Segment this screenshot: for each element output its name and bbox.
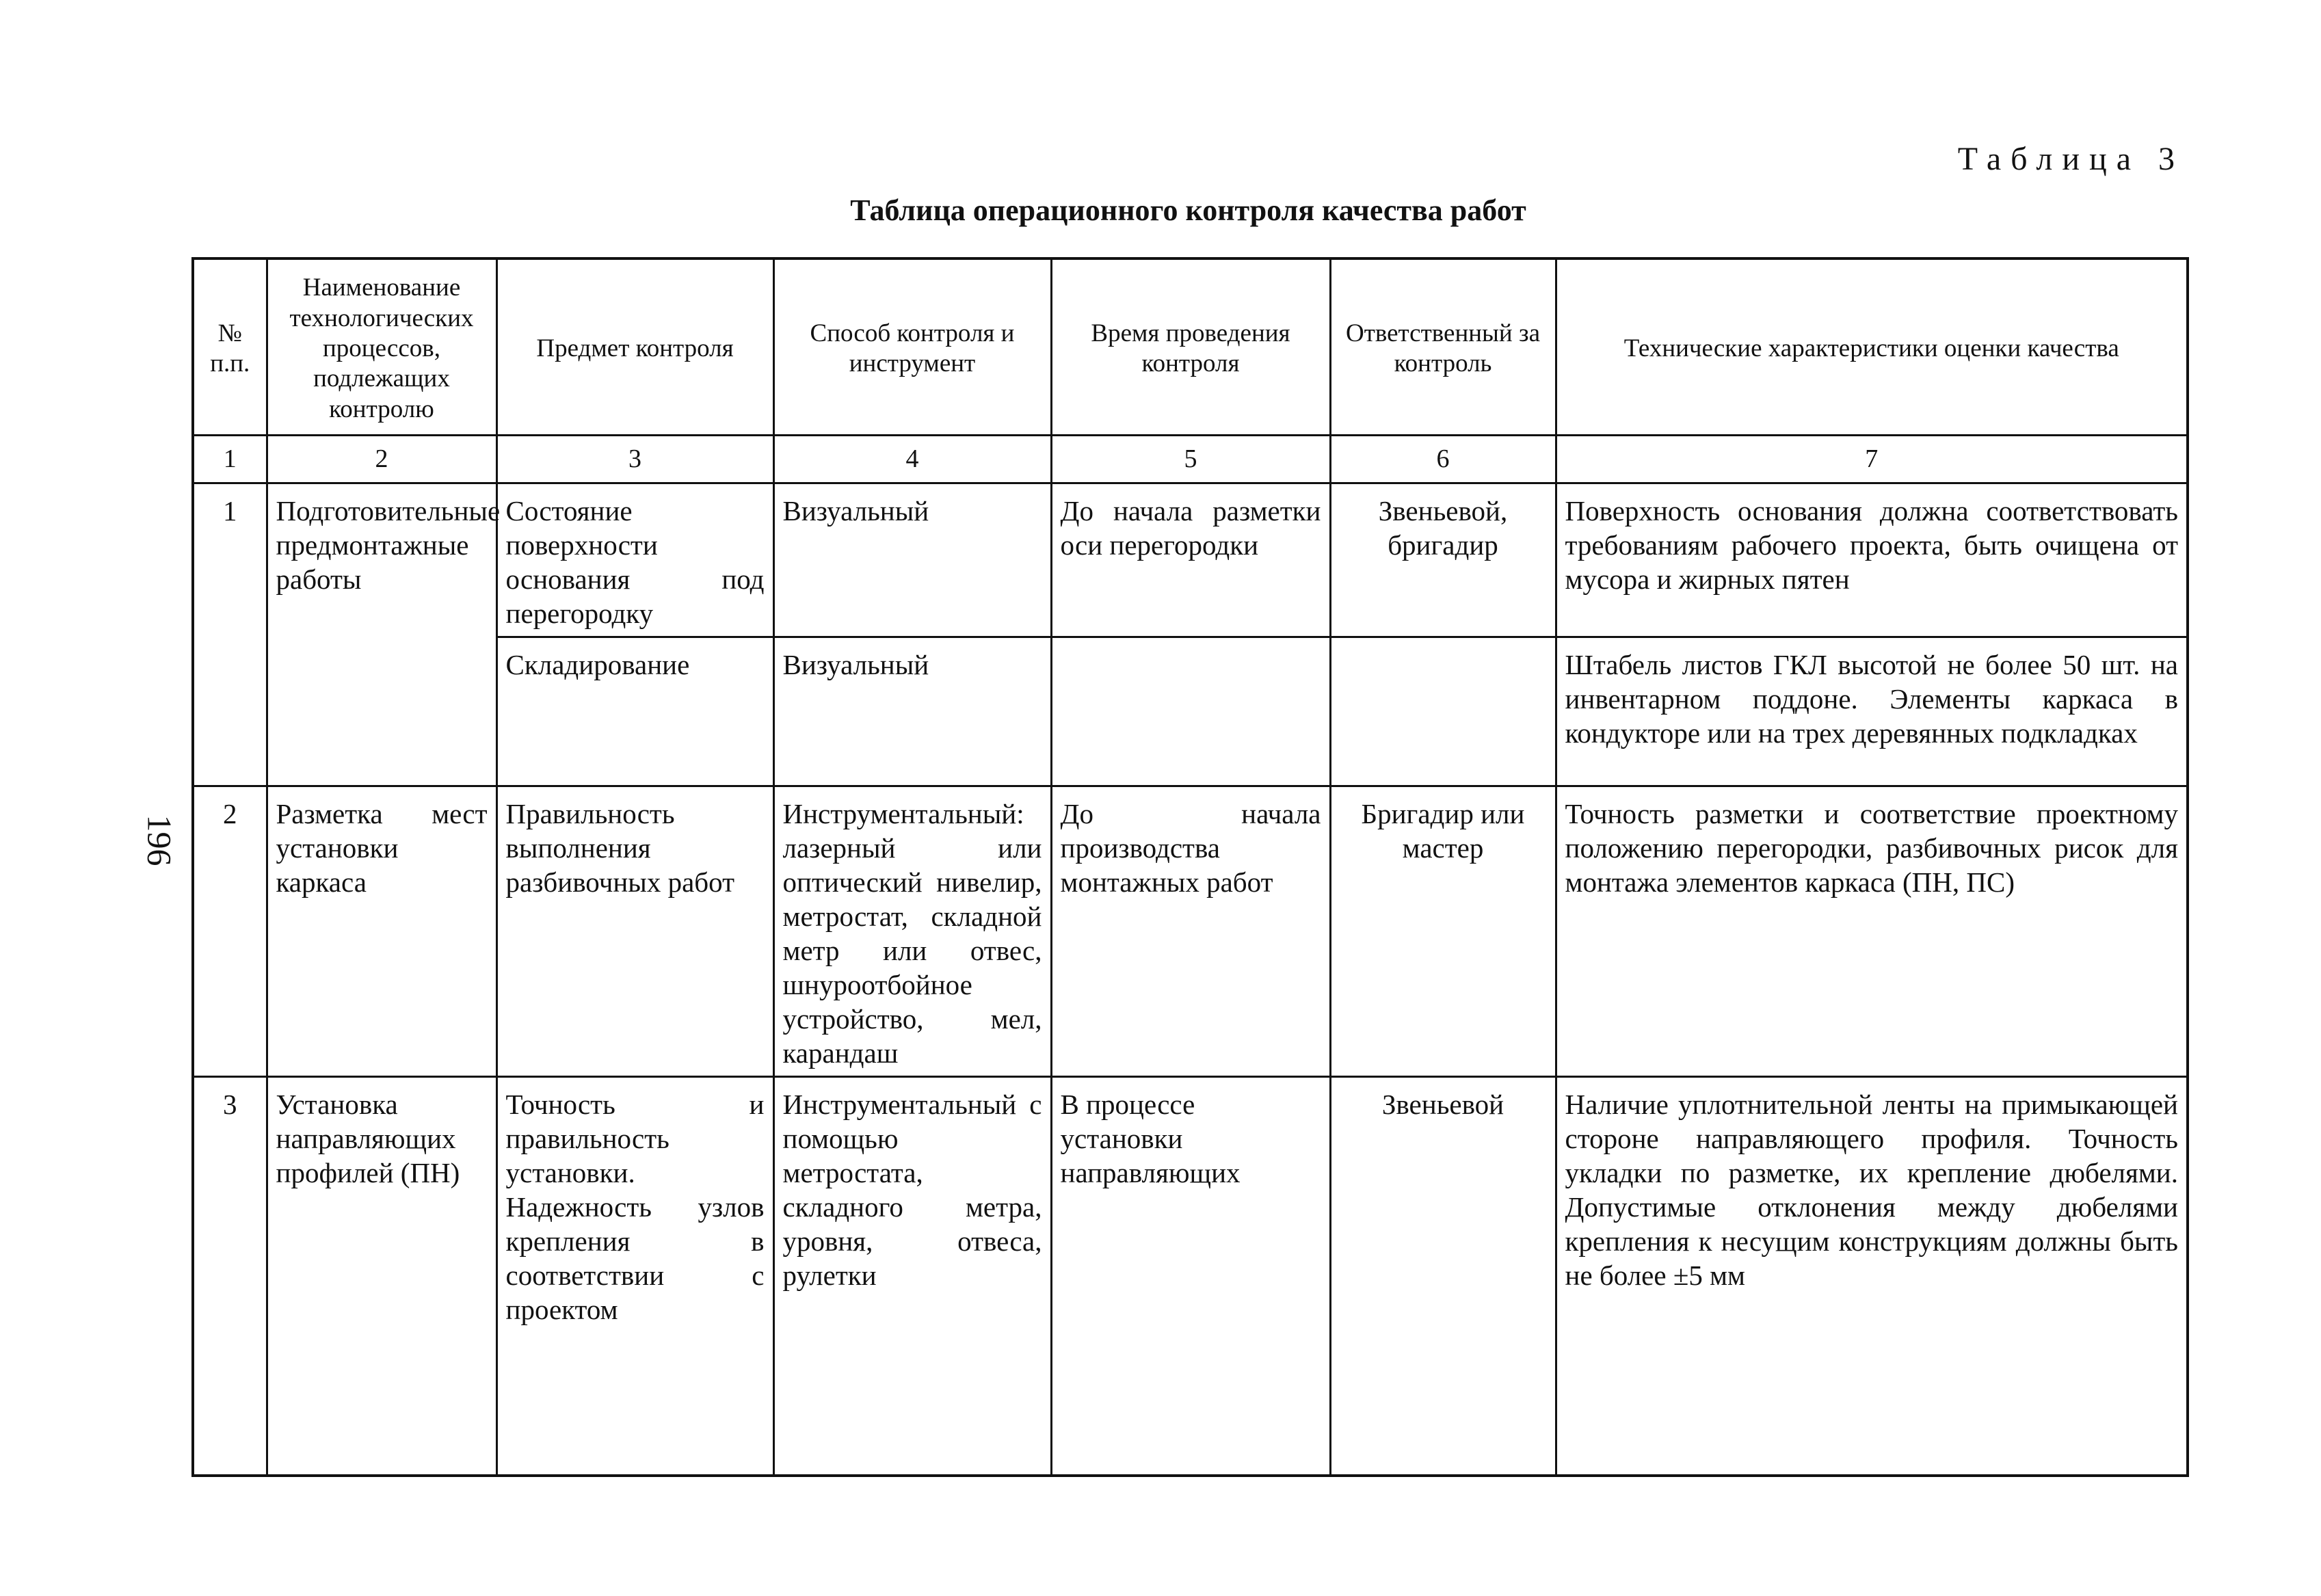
time-cell: В процессе установки направляющих: [1051, 1076, 1330, 1476]
header-characteristics: Технические характеристики оценки качества: [1556, 258, 2188, 435]
characteristics-cell: Наличие уплотнительной ленты на примыкающей стороне направляющего профиля. Точность укладки по разметке, их крепление дюбелями. Допустимые отклонения между дюбелями крепления к несущим конструкциям должны быть не более ±5 мм: [1556, 1076, 2188, 1476]
quality-control-table: [191, 257, 2189, 1477]
row-number: 3: [193, 1076, 267, 1476]
row-number: 1: [193, 483, 267, 786]
subject-cell: Складирование: [496, 637, 773, 786]
process-cell: Разметка мест установки каркаса: [267, 786, 496, 1076]
responsible-cell: Звеньевой: [1330, 1076, 1556, 1476]
process-cell: Установка направляющих профилей (ПН): [267, 1076, 496, 1476]
subject-cell: Точность и правильность установки. Надежность узлов крепления в соответствии с проектом: [496, 1076, 773, 1476]
column-number: 2: [267, 435, 496, 483]
time-cell: До начала производства монтажных работ: [1051, 786, 1330, 1076]
header-number: № п.п.: [193, 258, 267, 435]
responsible-cell: [1330, 637, 1556, 786]
subject-cell: Правильность выполнения разбивочных работ: [496, 786, 773, 1076]
header-time: Время проведения контроля: [1051, 258, 1330, 435]
method-cell: Визуальный: [773, 483, 1051, 637]
table-row: [193, 483, 2188, 637]
responsible-cell: Звеньевой, бригадир: [1330, 483, 1556, 637]
subject-cell: Состояние поверхности основания под перегородку: [496, 483, 773, 637]
header-responsible: Ответственный за контроль: [1330, 258, 1556, 435]
method-cell: Инструментальный: лазерный или оптический нивелир, метростат, складной метр или отвес, шнуроотбойное устройство, мел, карандаш: [773, 786, 1051, 1076]
column-number: 7: [1556, 435, 2188, 483]
header-subject: Предмет контроля: [496, 258, 773, 435]
header-process: Наименование технологических процессов, подлежащих контролю: [267, 258, 496, 435]
characteristics-cell: Штабель листов ГКЛ высотой не более 50 шт. на инвентарном поддоне. Элементы каркаса в кондукторе или на трех деревянных подкладках: [1556, 637, 2188, 786]
page-number: 196: [140, 814, 179, 866]
method-cell: Инструментальный с помощью метростата, складного метра, уровня, отвеса, рулетки: [773, 1076, 1051, 1476]
time-cell: [1051, 637, 1330, 786]
table-header-row: [193, 258, 2188, 435]
characteristics-cell: Поверхность основания должна соответствовать требованиям рабочего проекта, быть очищена от мусора и жирных пятен: [1556, 483, 2188, 637]
process-cell: Подготовительные предмонтажные работы: [267, 483, 496, 786]
column-number-row: [193, 435, 2188, 483]
header-method: Способ контроля и инструмент: [773, 258, 1051, 435]
table-row: [193, 1076, 2188, 1476]
table-number-label: Таблица 3: [1957, 141, 2184, 177]
table-row: [193, 786, 2188, 1076]
column-number: 1: [193, 435, 267, 483]
characteristics-cell: Точность разметки и соответствие проектному положению перегородки, разбивочных рисок для монтажа элементов каркаса (ПН, ПС): [1556, 786, 2188, 1076]
column-number: 6: [1330, 435, 1556, 483]
column-number: 4: [773, 435, 1051, 483]
method-cell: Визуальный: [773, 637, 1051, 786]
document-title: Таблица операционного контроля качества работ: [850, 194, 1526, 227]
time-cell: До начала разметки оси перегородки: [1051, 483, 1330, 637]
row-number: 2: [193, 786, 267, 1076]
column-number: 3: [496, 435, 773, 483]
column-number: 5: [1051, 435, 1330, 483]
responsible-cell: Бригадир или мастер: [1330, 786, 1556, 1076]
